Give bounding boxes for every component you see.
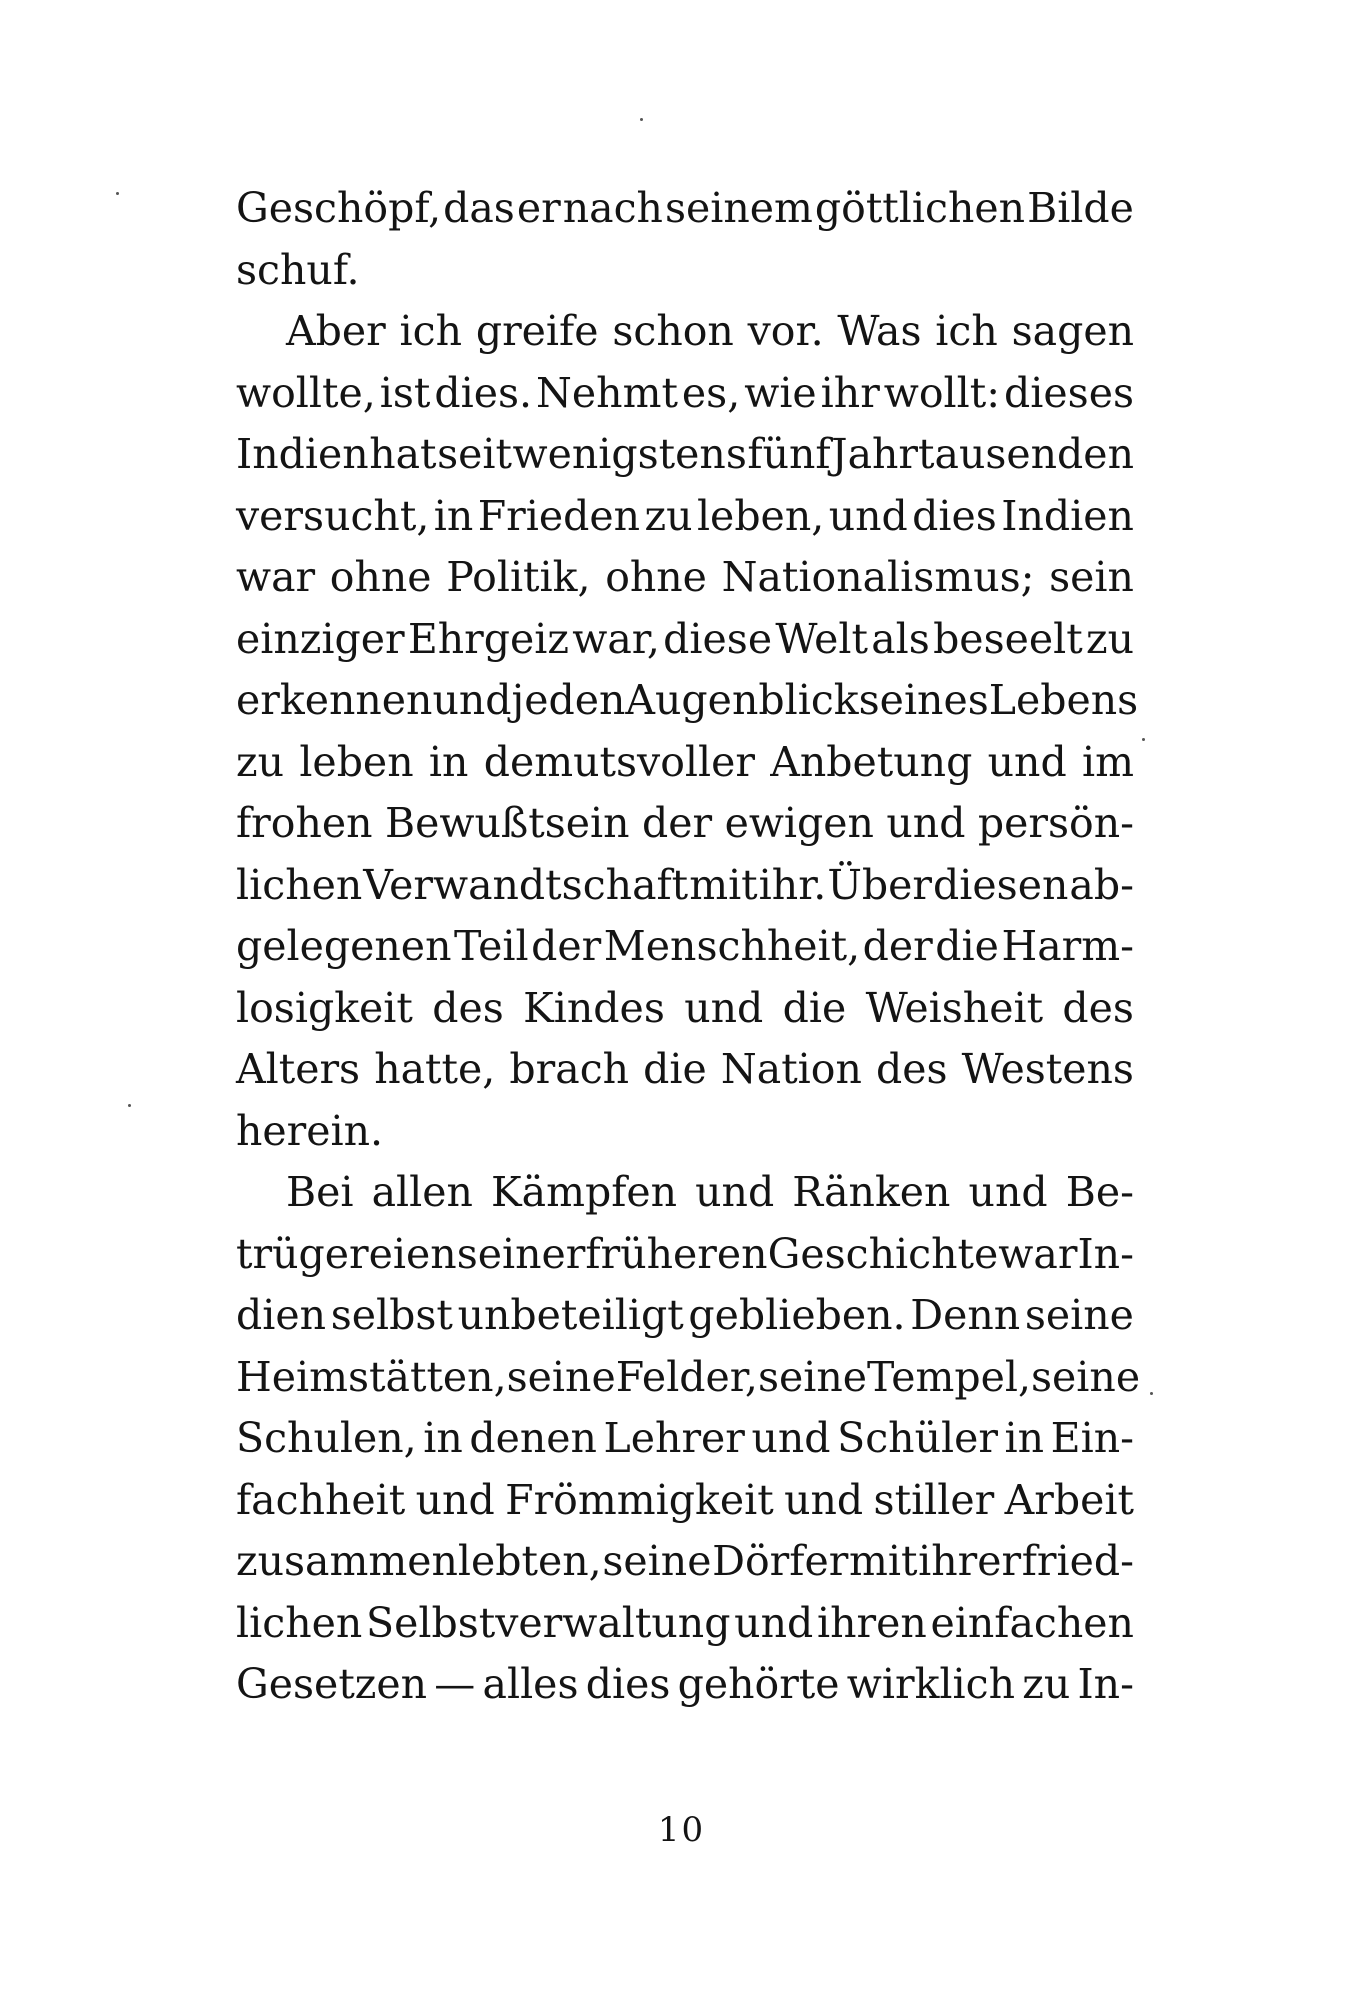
word: diese bbox=[663, 614, 773, 663]
word: geblieben. bbox=[688, 1291, 906, 1339]
word: dies bbox=[912, 491, 997, 540]
word: zu bbox=[1022, 1660, 1071, 1708]
word: in bbox=[433, 491, 474, 540]
word: selbst bbox=[330, 1291, 453, 1339]
word: Lebens bbox=[988, 676, 1139, 724]
word: seine bbox=[1024, 1291, 1134, 1339]
word: die bbox=[782, 983, 847, 1032]
text-line bbox=[236, 178, 1134, 240]
word: wenigstens bbox=[512, 430, 747, 478]
text-line bbox=[236, 609, 1134, 671]
word: Bewußtsein bbox=[384, 799, 630, 847]
word: Westens bbox=[961, 1045, 1134, 1093]
text-line bbox=[236, 240, 1134, 302]
word: Kämpfen bbox=[491, 1168, 678, 1216]
word: mit bbox=[689, 860, 758, 909]
word: leben, bbox=[696, 491, 825, 540]
word: und bbox=[432, 676, 512, 724]
word: stiller bbox=[873, 1475, 995, 1524]
print-speck bbox=[1142, 738, 1145, 741]
text-line bbox=[236, 732, 1134, 794]
word: Nation bbox=[720, 1045, 862, 1093]
text-line bbox=[236, 424, 1134, 486]
text-line bbox=[236, 1039, 1134, 1101]
text-line bbox=[236, 1408, 1134, 1470]
word: seines bbox=[858, 676, 989, 724]
word: in bbox=[428, 737, 469, 786]
word: brach bbox=[509, 1045, 630, 1093]
word: Denn bbox=[910, 1291, 1021, 1339]
word: Weisheit bbox=[865, 983, 1044, 1032]
word: Teil bbox=[454, 922, 529, 970]
word: frohen bbox=[236, 799, 373, 847]
page-number: 10 bbox=[657, 1810, 706, 1850]
word: Alters bbox=[236, 1045, 361, 1093]
text-line bbox=[236, 1654, 1134, 1716]
text-line bbox=[236, 301, 1134, 363]
word: wollte, bbox=[236, 368, 376, 417]
word: zusammenlebten, bbox=[236, 1537, 602, 1585]
word: Aber bbox=[286, 307, 386, 355]
word: und bbox=[886, 799, 966, 847]
text-line bbox=[236, 1347, 1141, 1409]
word: — bbox=[434, 1660, 476, 1708]
word: dies. bbox=[434, 368, 533, 417]
word: zu bbox=[644, 491, 693, 540]
word: Bilde bbox=[1027, 184, 1134, 232]
print-speck bbox=[1150, 1392, 1153, 1395]
word: seine bbox=[506, 1352, 616, 1401]
word: Politik, bbox=[446, 553, 591, 601]
body-text bbox=[236, 178, 1141, 1716]
word: Geschichte bbox=[767, 1229, 999, 1278]
word: fünf bbox=[747, 430, 831, 478]
text-line bbox=[236, 670, 1139, 732]
text-line bbox=[236, 486, 1134, 548]
word: Indien bbox=[1001, 491, 1134, 540]
text-line bbox=[236, 547, 1134, 609]
word: Ränken bbox=[792, 1168, 951, 1216]
word: Gesetzen bbox=[236, 1660, 428, 1708]
word: sein bbox=[1049, 553, 1134, 601]
word: wollt: bbox=[883, 368, 1001, 417]
word: des bbox=[432, 983, 504, 1032]
word: Nationalismus; bbox=[721, 553, 1035, 601]
word: des bbox=[875, 1045, 948, 1093]
text-line bbox=[236, 1162, 1134, 1224]
word: ihrer bbox=[918, 1537, 1022, 1585]
word: allen bbox=[371, 1168, 473, 1216]
word: Schüler bbox=[837, 1414, 998, 1462]
word: und bbox=[684, 983, 764, 1032]
text-line bbox=[236, 1101, 1134, 1163]
word: in bbox=[423, 1414, 463, 1462]
word: wirklich bbox=[846, 1660, 1016, 1708]
word: ihr. bbox=[758, 860, 827, 909]
word: ich bbox=[399, 307, 463, 355]
word: Be- bbox=[1065, 1168, 1134, 1216]
word: losigkeit bbox=[236, 983, 413, 1032]
word: der bbox=[531, 922, 602, 970]
word: fried- bbox=[1021, 1537, 1134, 1585]
word: Bei bbox=[286, 1168, 354, 1216]
word: des bbox=[1062, 983, 1134, 1032]
word: vor. bbox=[747, 307, 824, 355]
word: war bbox=[998, 1229, 1078, 1278]
word: es, bbox=[681, 368, 741, 417]
text-line bbox=[236, 855, 1134, 917]
word: seiner bbox=[456, 1229, 586, 1278]
word: Lehrer bbox=[603, 1414, 745, 1462]
text-line bbox=[236, 363, 1134, 425]
word: dies bbox=[585, 1660, 671, 1708]
word: Frömmigkeit bbox=[505, 1475, 774, 1524]
word: ihr bbox=[820, 368, 880, 417]
word: lichen bbox=[236, 860, 363, 909]
print-speck bbox=[116, 192, 119, 195]
word: göttlichen bbox=[814, 184, 1026, 232]
word: dien bbox=[236, 1291, 327, 1339]
word: zu bbox=[236, 737, 285, 786]
word: In- bbox=[1077, 1229, 1134, 1278]
word: und bbox=[751, 1414, 831, 1462]
word: seit bbox=[437, 430, 512, 478]
word: ohne bbox=[605, 553, 707, 601]
word: Heimstätten, bbox=[236, 1352, 507, 1401]
word: Über bbox=[827, 860, 933, 909]
word: In- bbox=[1077, 1660, 1134, 1708]
word: und bbox=[987, 737, 1067, 786]
word: hat bbox=[369, 430, 437, 478]
word: persön- bbox=[977, 799, 1134, 847]
word: ihren bbox=[816, 1598, 927, 1647]
word: nach bbox=[562, 184, 663, 232]
text-line bbox=[236, 978, 1134, 1040]
word: der bbox=[862, 922, 933, 970]
word: Harm- bbox=[1001, 922, 1134, 970]
word: früheren bbox=[585, 1229, 768, 1278]
word: schon bbox=[612, 307, 734, 355]
word: hatte, bbox=[374, 1045, 496, 1093]
word: Arbeit bbox=[1004, 1475, 1134, 1524]
word: Augenblick bbox=[625, 676, 859, 724]
word: Nehmt bbox=[536, 368, 678, 417]
word: wie bbox=[744, 368, 817, 417]
word: und bbox=[784, 1475, 864, 1524]
word: diesen bbox=[933, 860, 1069, 909]
word: seinem bbox=[664, 184, 813, 232]
word: und bbox=[415, 1475, 495, 1524]
text-line bbox=[236, 793, 1134, 855]
word: ab- bbox=[1069, 860, 1134, 909]
word: ist bbox=[379, 368, 431, 417]
word: Dörfer bbox=[712, 1537, 849, 1585]
word: Schulen, bbox=[236, 1414, 417, 1462]
word: lichen bbox=[236, 1598, 363, 1647]
word: seine bbox=[757, 1352, 868, 1401]
word: denen bbox=[469, 1414, 597, 1462]
text-line bbox=[236, 1224, 1134, 1286]
word: Verwandtschaft bbox=[363, 860, 689, 909]
word: und bbox=[828, 491, 908, 540]
word: trügereien bbox=[236, 1229, 457, 1278]
word: das bbox=[443, 184, 515, 232]
word: beseelt bbox=[933, 614, 1083, 663]
word: Jahrtausenden bbox=[831, 430, 1134, 478]
word: der bbox=[642, 799, 713, 847]
word: ich bbox=[935, 307, 998, 355]
word: er bbox=[516, 184, 561, 232]
word: einfachen bbox=[930, 1598, 1134, 1647]
word: dieses bbox=[1004, 368, 1134, 417]
word: leben bbox=[299, 737, 414, 786]
print-speck bbox=[640, 118, 643, 121]
word: versucht, bbox=[236, 491, 430, 540]
word: Was bbox=[837, 307, 922, 355]
word: ohne bbox=[329, 553, 432, 601]
text-line bbox=[236, 916, 1134, 978]
word: fachheit bbox=[236, 1475, 406, 1524]
word: schuf. bbox=[236, 245, 360, 294]
word: alles bbox=[482, 1660, 579, 1708]
word: erkennen bbox=[236, 676, 433, 724]
word: gehörte bbox=[677, 1660, 840, 1708]
word: zu bbox=[1085, 614, 1134, 663]
word: die bbox=[643, 1045, 707, 1093]
word: einziger bbox=[236, 614, 405, 663]
word: seine bbox=[1031, 1352, 1141, 1401]
word: Ehrgeiz bbox=[407, 614, 570, 663]
word: und bbox=[734, 1598, 814, 1647]
word: in bbox=[1004, 1414, 1045, 1462]
word: Indien bbox=[236, 430, 369, 478]
text-line bbox=[236, 1470, 1134, 1532]
word: Kindes bbox=[523, 983, 665, 1032]
print-speck bbox=[128, 1104, 131, 1107]
word: greife bbox=[475, 307, 599, 355]
word: Menschheit, bbox=[603, 922, 861, 970]
text-line bbox=[236, 1531, 1134, 1593]
word: und bbox=[695, 1168, 775, 1216]
word: unbeteiligt bbox=[457, 1291, 684, 1339]
text-line bbox=[236, 1593, 1134, 1655]
word: Tempel, bbox=[867, 1352, 1031, 1401]
word: Ein- bbox=[1050, 1414, 1134, 1462]
word: demutsvoller bbox=[483, 737, 755, 786]
word: seine bbox=[602, 1537, 712, 1585]
word: Frieden bbox=[477, 491, 641, 540]
word: Anbetung bbox=[770, 737, 973, 786]
word: gelegenen bbox=[236, 922, 452, 970]
word: sagen bbox=[1011, 307, 1134, 355]
word: mit bbox=[848, 1537, 918, 1585]
word: Selbstverwaltung bbox=[366, 1598, 731, 1647]
text-line bbox=[236, 1285, 1134, 1347]
word: war bbox=[236, 553, 316, 601]
word: herein. bbox=[236, 1106, 384, 1155]
word: die bbox=[935, 922, 999, 970]
word: im bbox=[1082, 737, 1134, 786]
word: jeden bbox=[511, 676, 626, 724]
word: Geschöpf, bbox=[236, 184, 442, 232]
word: ewigen bbox=[724, 799, 874, 847]
word: war, bbox=[572, 614, 660, 663]
word: und bbox=[968, 1168, 1048, 1216]
word: als bbox=[871, 614, 930, 663]
word: Welt bbox=[775, 614, 868, 663]
word: Felder, bbox=[615, 1352, 758, 1401]
